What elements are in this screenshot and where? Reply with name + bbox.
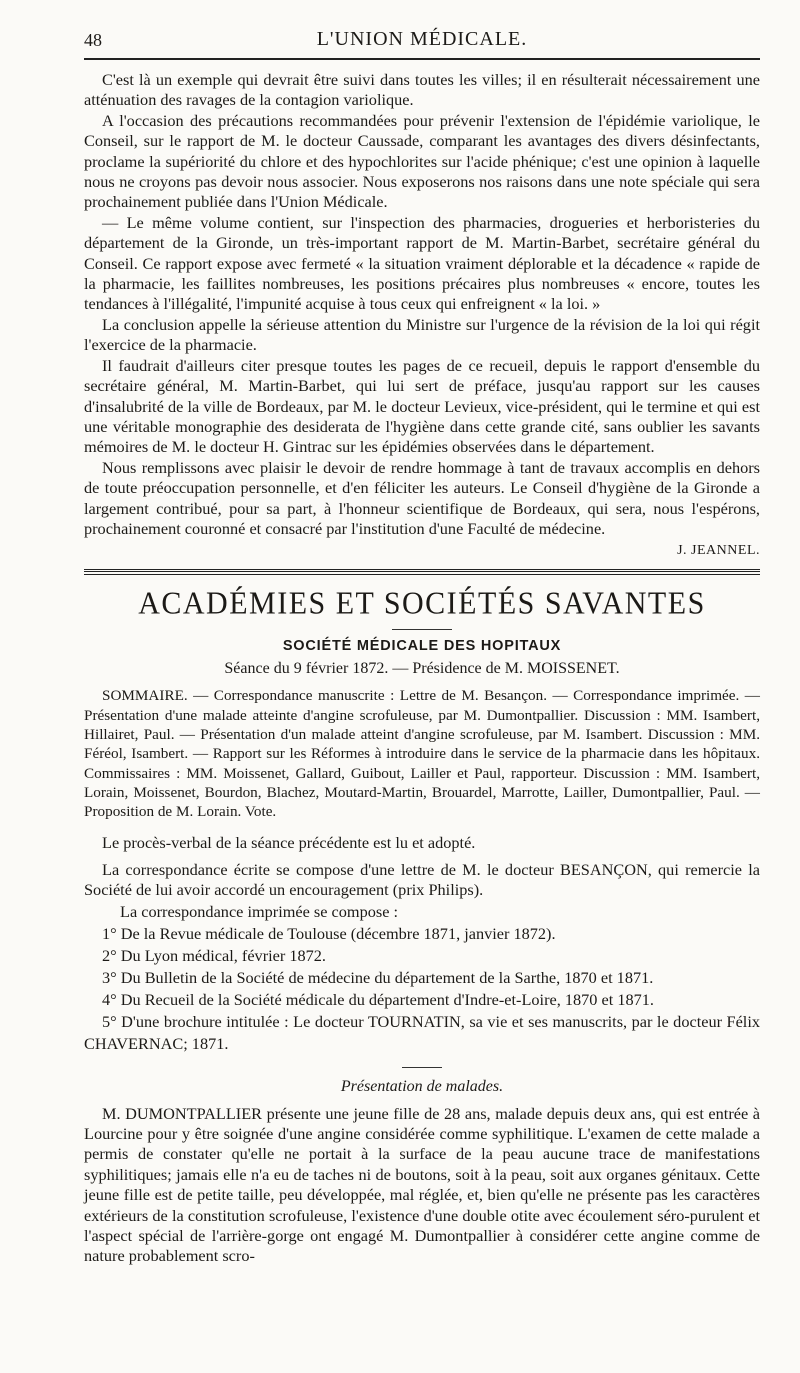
signature: J. JEANNEL. [677, 543, 760, 559]
section-title: ACADÉMIES ET SOCIÉTÉS SAVANTES [138, 586, 706, 622]
page-number: 48 [84, 30, 102, 50]
article-paragraph: Il faudrait d'ailleurs citer presque toutes les pages de ce recueil, depuis le rapport d'ensemble du secrétaire général, M. Martin-Barbet, qui lui sert de préface, jusqu'au rapport sur les causes d'insalubrité de la ville de Bordeaux, par M. le docteur Levieux, vice-président, qui le termine et qui est une véritable monographie des desiderata de l'hygiène dans cette grande cité, sans oublier les savants mémoires de M. le docteur H. Gintrac sur les épidémies observées dans le département. [84, 355, 760, 457]
article-paragraph: La conclusion appelle la sérieuse attention du Ministre sur l'urgence de la révision de la loi qui régit l'exercice de la pharmacie. [84, 314, 760, 355]
seance-line: Séance du 9 février 1872. — Présidence de M. MOISSENET. [224, 660, 620, 678]
correspondance-ecrite: La correspondance écrite se compose d'une lettre de M. le docteur BESANÇON, qui remercie la Société de lui avoir accordé un encouragement (prix Philips). [84, 859, 760, 900]
correspondance-imprimee-intro: La correspondance imprimée se compose : [120, 901, 399, 921]
title-rule [392, 629, 452, 630]
proces-verbal: Le procès-verbal de la séance précédente est lu et adopté. [102, 833, 476, 853]
article-paragraph: Nous remplissons avec plaisir le devoir de rendre hommage à tant de travaux accomplis en dehors de toute préoccupation personnelle, et d'en féliciter les auteurs. Le Conseil d'hygiène de la Gironde a largement contribué, pour sa part, à l'honneur scientifique de Bordeaux, qui sera, nous l'espérons, prochainement couronné et consacré par l'institution d'une Faculté de médecine. [84, 457, 760, 538]
subsection-rule [402, 1067, 442, 1068]
article-paragraph: — Le même volume contient, sur l'inspection des pharmacies, drogueries et herboristeries du département de la Gironde, un très-important rapport de M. Martin-Barbet, secrétaire général du Conseil. Ce rapport expose avec fermeté « la situation vraiment déplorable et la décadence « rapide de la pharmacie, les faillites nombreuses, les positions précaires plus nombreuses « encore, toutes les tendances à l'illégalité, l'impunité acquise à tous ceux qui enfreignent « la loi. » [84, 212, 760, 314]
journal-title: L'UNION MÉDICALE. [316, 28, 528, 50]
article-body [84, 70, 760, 559]
list-item: 5° D'une brochure intitulée : Le docteur TOURNATIN, sa vie et ses manuscrits, par le docteur Félix CHAVERNAC; 1871. [84, 1011, 760, 1053]
list-item: 3° Du Bulletin de la Société de médecine du département de la Sarthe, 1870 et 1871. [102, 967, 654, 987]
society-name: SOCIÉTÉ MÉDICALE DES HOPITAUX [282, 638, 562, 655]
page [84, 22, 760, 1267]
article-paragraph: C'est là un exemple qui devrait être suivi dans toutes les villes; il en résulterait nécessairement une atténuation des ravages de la contagion variolique. [84, 70, 760, 110]
running-header [84, 22, 760, 58]
sommaire: SOMMAIRE. — Correspondance manuscrite : Lettre de M. Besançon. — Correspondance imprimée. — Présentation d'une malade atteinte d'angine scrofuleuse, par M. Dumontpallier. Discussion : MM. Isambert, Hillairet, Paul. — Présentation d'un malade atteint d'angine scrofuleuse, par M. Isambert. Discussion : MM. Féréol, Isambert. — Rapport sur les Réformes à introduire dans le service de la pharmacie dans les hôpitaux. Commissaires : MM. Moissenet, Gallard, Guibout, Lailler et Paul, rapporteur. Discussion : MM. Isambert, Lorain, Moissenet, Bourdon, Blachez, Moutard-Martin, Brouardel, Marrotte, Lailler, Dumontpallier, Paul. — Proposition de M. Lorain. Vote. [84, 687, 760, 821]
list-item: 2° Du Lyon médical, février 1872. [102, 945, 326, 965]
article-paragraph: A l'occasion des précautions recommandées pour prévenir l'extension de l'épidémie variolique, le Conseil, sur le rapport de M. le docteur Caussade, comparant les avantages des divers désinfectants, proclame la supériorité du chlore et des hypochlorites sur l'acide phénique; c'est une opinion à laquelle nous ne croyons pas devoir nous associer. Nous exposerons nos raisons dans une note spéciale qui sera prochainement publiée dans l'Union Médicale. [84, 110, 760, 212]
presentation-paragraph: M. DUMONTPALLIER présente une jeune fille de 28 ans, malade depuis deux ans, qui est entrée à Lourcine pour y être soignée d'une angine considérée comme syphilitique. L'examen de cette malade a permis de constater qu'elle ne portait à la surface de la peau aucune trace de manifestations syphilitiques; jamais elle n'a eu de taches ni de boutons, soit à la peau, soit aux organes génitaux. Cette jeune fille est de petite taille, peu développée, mal réglée, et, bien qu'elle ne présente pas les caractères extérieurs de la constitution scrofuleuse, l'existence d'une double otite avec écoulement séro-purulent et l'aspect spécial de l'arrière-gorge ont engagé M. Dumontpallier à considérer cette angine comme de nature probablement scro- [84, 1103, 760, 1266]
list-item: 1° De la Revue médicale de Toulouse (décembre 1871, janvier 1872). [102, 923, 556, 943]
list-item: 4° Du Recueil de la Société médicale du département d'Indre-et-Loire, 1870 et 1871. [102, 989, 654, 1009]
section-divider [84, 569, 760, 575]
subsection-title: Présentation de malades. [340, 1077, 504, 1095]
